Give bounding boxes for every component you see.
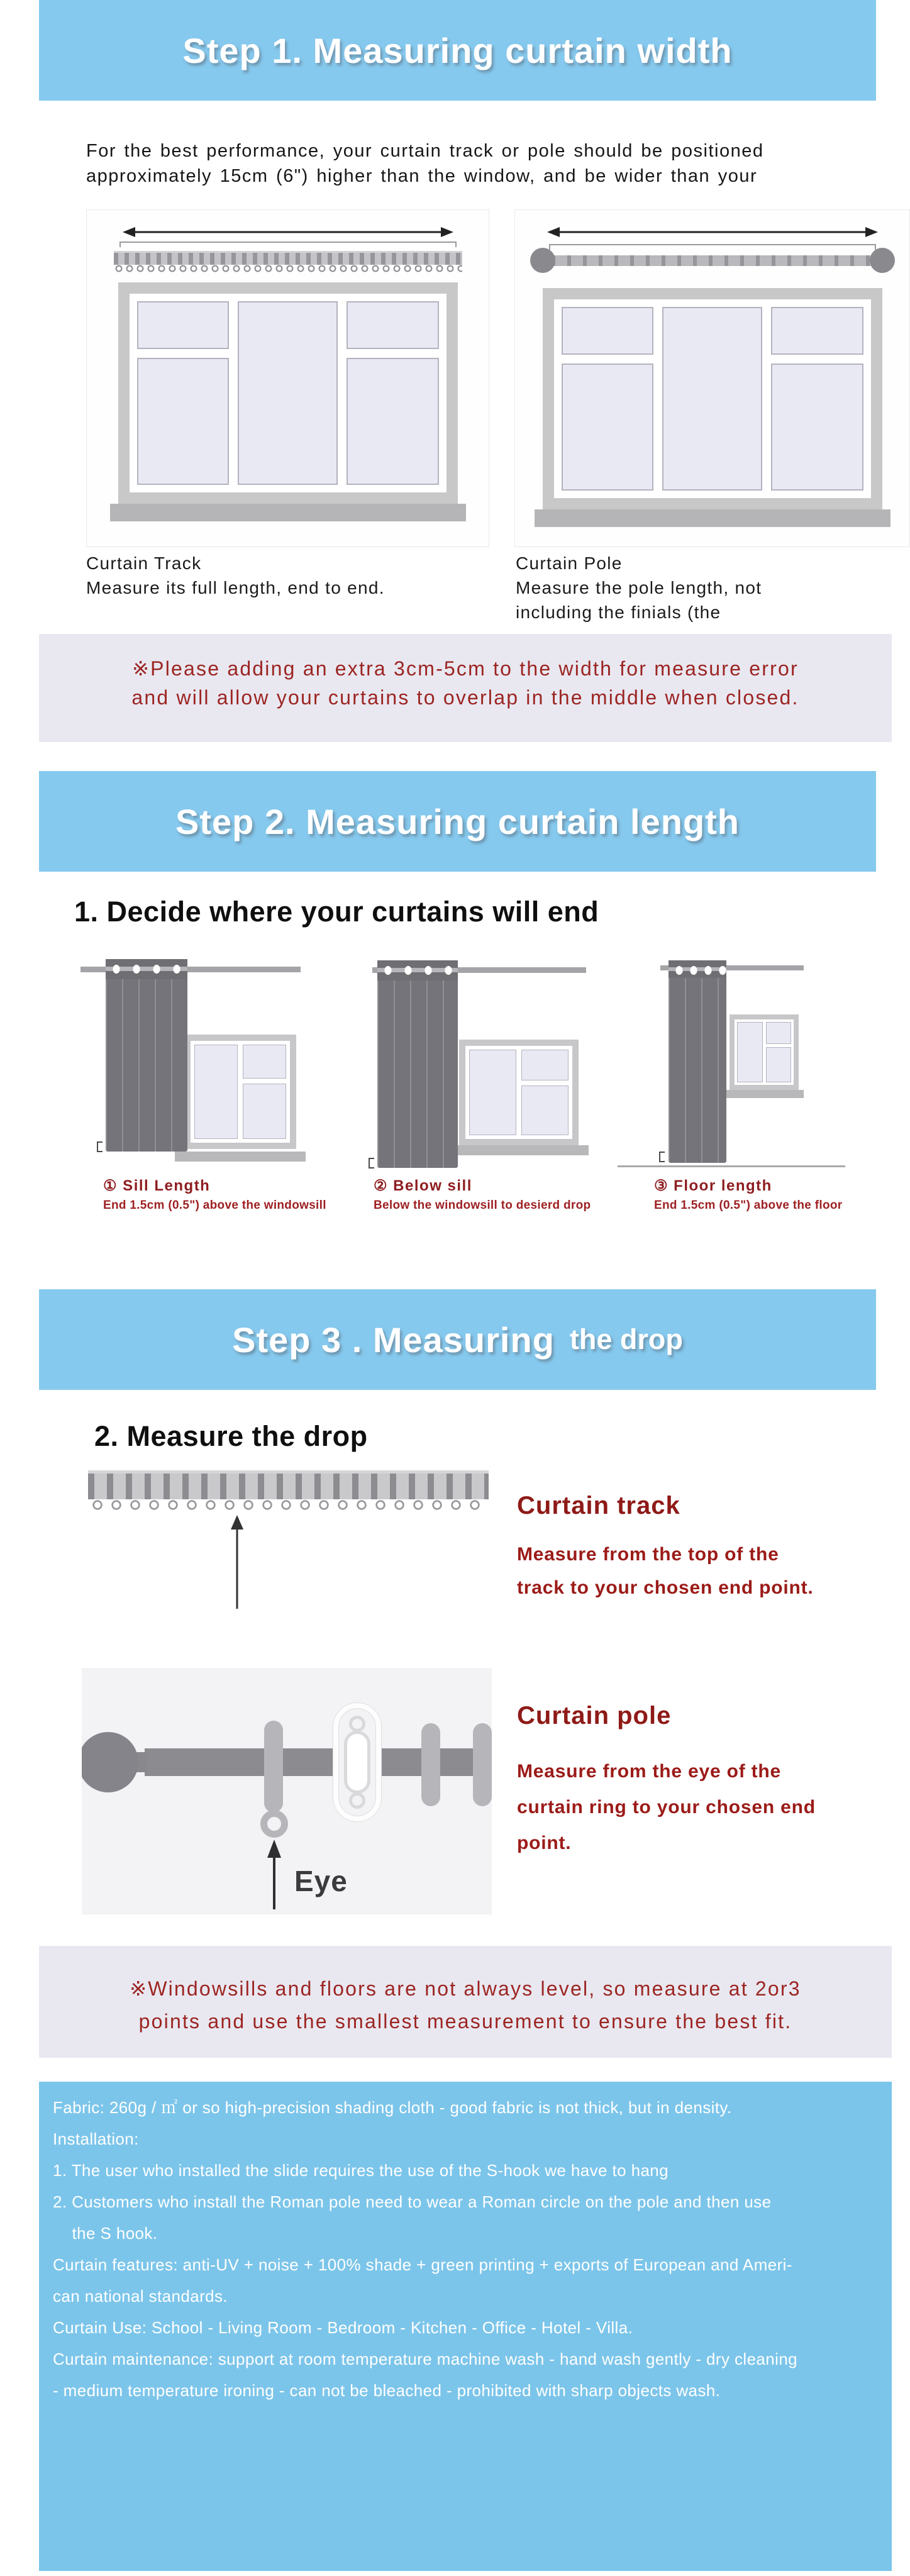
curtain-track-heading: Curtain track	[517, 1492, 680, 1519]
step3-heading: 2. Measure the drop	[94, 1420, 368, 1452]
window-left-column	[194, 1045, 238, 1139]
window-pane	[243, 1084, 286, 1139]
up-arrow-icon	[228, 1514, 247, 1609]
windowsill	[452, 1145, 589, 1155]
curtain-track-caption-title: Curtain Track	[86, 553, 202, 573]
window-frame	[118, 282, 458, 504]
info-features: Curtain features: anti-UV + noise + 100% shade + green printing + exports of European and Ameri-	[53, 2255, 792, 2274]
window-pane	[347, 358, 439, 485]
width-note	[39, 634, 892, 742]
grommet-band	[669, 960, 726, 978]
level-note	[39, 1946, 892, 2058]
option2-label: ② Below sill	[374, 1177, 472, 1194]
window-right-column	[347, 301, 439, 485]
info-use: Curtain Use: School - Living Room - Bedroom - Kitchen - Office - Hotel - Villa.	[53, 2318, 633, 2337]
window-pane	[562, 307, 654, 355]
window-graphic	[459, 1040, 579, 1145]
pole-graphic	[530, 244, 895, 280]
window-right-column	[766, 1022, 792, 1082]
window-graphic	[730, 1014, 799, 1090]
window-pane	[137, 301, 230, 349]
option1-label: ① Sill Length	[103, 1177, 211, 1194]
step1-intro-line1: For the best performance, your curtain track or pole should be positioned	[86, 141, 764, 161]
option2-desc: Below the windowsill to desierd drop	[374, 1199, 591, 1212]
windowsill	[723, 1090, 804, 1098]
curtain-pole-caption	[516, 551, 762, 625]
window-right-column	[243, 1045, 286, 1139]
window-left-column	[562, 307, 654, 491]
wall-bracket	[333, 1703, 381, 1821]
info-install-2b: the S hook.	[53, 2224, 158, 2243]
info-maintenance: Curtain maintenance: support at room temperature machine wash - hand wash gently - dry cleaning	[53, 2350, 798, 2368]
option-sill-length	[80, 958, 326, 1212]
width-double-arrow-icon	[546, 225, 879, 239]
option1-desc: End 1.5cm (0.5") above the windowsill	[103, 1199, 326, 1212]
grommet-band	[377, 960, 458, 980]
window-right-column	[771, 307, 863, 491]
product-info-box	[39, 2082, 892, 2571]
measure-bracket	[549, 244, 876, 250]
window-pane	[347, 301, 439, 349]
curtain-fabric	[377, 980, 458, 1168]
window-left-column	[737, 1022, 763, 1082]
curtain-fabric	[106, 979, 187, 1152]
width-note-line1: ※Please adding an extra 3cm-5cm to the width for measure error	[132, 657, 799, 680]
window-middle-column	[662, 307, 762, 491]
window-pane	[469, 1050, 516, 1135]
step3-title-main: Step 3 . Measuring	[232, 1319, 555, 1360]
finial-icon	[870, 248, 895, 273]
track-bar-graphic	[88, 1470, 489, 1499]
finial-icon	[82, 1732, 138, 1792]
info-installation: Installation:	[53, 2129, 139, 2148]
measure-bracket	[119, 242, 457, 247]
measure-end-mark	[369, 1158, 374, 1169]
option3-label: ③ Floor length	[654, 1177, 772, 1194]
window-pane	[243, 1045, 286, 1079]
curtain-ring	[264, 1721, 283, 1813]
bracket-screw-hole	[349, 1792, 365, 1809]
windowsill	[175, 1152, 306, 1162]
window-pane	[771, 364, 863, 491]
windowsill	[110, 504, 466, 521]
window-left-column	[469, 1050, 516, 1135]
finial-icon	[530, 248, 555, 273]
window-right-column	[521, 1050, 569, 1135]
floor-length-illustration	[654, 958, 871, 1175]
step3-title-sub: the drop	[569, 1323, 683, 1355]
option-floor-length	[654, 958, 871, 1212]
step2-banner	[39, 771, 876, 872]
window-pane	[766, 1047, 792, 1082]
track-hooks-graphic	[114, 265, 462, 274]
option3-desc: End 1.5cm (0.5") above the floor	[654, 1199, 843, 1212]
info-fabric: Fabric: 260g / ㎡ or so high-precision shading cloth - good fabric is not thick, but in density.	[53, 2098, 732, 2117]
windowsill	[535, 509, 891, 527]
window-graphic	[543, 288, 882, 509]
info-features-2: can national standards.	[53, 2287, 228, 2306]
curtain-pole-text-line1: Measure from the eye of the	[517, 1761, 782, 1782]
curtain-pole-caption-line2: including the finials (the	[516, 602, 721, 622]
eye-label: Eye	[294, 1865, 348, 1897]
window-pane	[766, 1022, 792, 1044]
measure-end-mark	[97, 1141, 103, 1152]
curtain-ring	[473, 1723, 492, 1806]
window-left-column	[137, 301, 230, 485]
info-install-1: 1. The user who installed the slide requires the use of the S-hook we have to hang	[53, 2161, 669, 2180]
curtain-pole-text-line2: curtain ring to your chosen end	[517, 1797, 816, 1818]
curtain-pole-heading: Curtain pole	[517, 1702, 672, 1729]
window-graphic	[184, 1035, 296, 1149]
window-pane	[194, 1045, 238, 1139]
measure-end-mark	[659, 1152, 665, 1162]
bracket-slot	[344, 1731, 370, 1794]
window-pane	[238, 301, 337, 485]
curtain-track-illustration	[86, 209, 489, 547]
info-install-2: 2. Customers who install the Roman pole need to wear a Roman circle on the pole and then use	[53, 2192, 772, 2211]
window-pane	[662, 307, 762, 491]
step1-banner	[39, 0, 876, 101]
window-frame	[543, 288, 882, 509]
curtain-track-caption	[86, 551, 385, 600]
drop-track-illustration	[88, 1470, 489, 1513]
curtain-ring	[421, 1723, 440, 1806]
width-double-arrow-icon	[121, 225, 455, 239]
drop-pole-illustration	[82, 1668, 492, 1914]
window-pane	[521, 1085, 569, 1135]
curtain-track-text-line2: track to your chosen end point.	[517, 1577, 814, 1598]
curtain-graphic	[377, 960, 458, 1168]
track-bar-graphic	[114, 251, 462, 265]
below-sill-illustration	[372, 958, 606, 1175]
floor-line	[618, 1165, 845, 1167]
option-below-sill	[372, 958, 606, 1212]
curtain-graphic	[106, 959, 187, 1152]
sill-length-illustration	[80, 958, 307, 1175]
curtain-track-text-line1: Measure from the top of the	[517, 1544, 779, 1565]
step1-intro-line2: approximately 15cm (6") higher than the window, and be wider than your	[86, 166, 758, 186]
up-arrow-icon	[263, 1839, 286, 1909]
window-pane	[737, 1022, 763, 1082]
window-middle-column	[238, 301, 337, 485]
level-note-line1: ※Windowsills and floors are not always level, so measure at 2or3	[130, 1977, 801, 2000]
step1-title: Step 1. Measuring curtain width	[182, 30, 733, 70]
info-maintenance-2: - medium temperature ironing - can not be bleached - prohibited with sharp objects wash.	[53, 2381, 721, 2400]
pole-bar-graphic	[552, 255, 874, 266]
curtain-fabric	[669, 978, 726, 1163]
curtain-pole-text-line3: point.	[517, 1833, 572, 1853]
curtain-pole-caption-title: Curtain Pole	[516, 553, 623, 573]
curtain-pole-caption-line1: Measure the pole length, not	[516, 578, 762, 597]
width-note-line2: and will allow your curtains to overlap in the middle when closed.	[131, 686, 799, 709]
grommet-band	[106, 959, 187, 979]
window-graphic	[118, 282, 458, 504]
eye-ring-icon	[260, 1810, 288, 1838]
curtain-graphic	[669, 960, 726, 1163]
window-pane	[137, 358, 230, 485]
step1-intro	[86, 138, 763, 189]
bracket-screw-hole	[349, 1716, 365, 1732]
window-pane	[562, 364, 654, 491]
window-pane	[521, 1050, 569, 1080]
step2-heading: 1. Decide where your curtains will end	[74, 896, 599, 928]
curtain-pole-illustration	[514, 209, 910, 547]
track-hooks-graphic	[88, 1499, 489, 1513]
step2-title: Step 2. Measuring curtain length	[175, 801, 740, 841]
window-pane	[771, 307, 863, 355]
step3-banner	[39, 1289, 876, 1390]
curtain-track-caption-body: Measure its full length, end to end.	[86, 578, 385, 597]
level-note-line2: points and use the smallest measurement to ensure the best fit.	[138, 2010, 792, 2033]
